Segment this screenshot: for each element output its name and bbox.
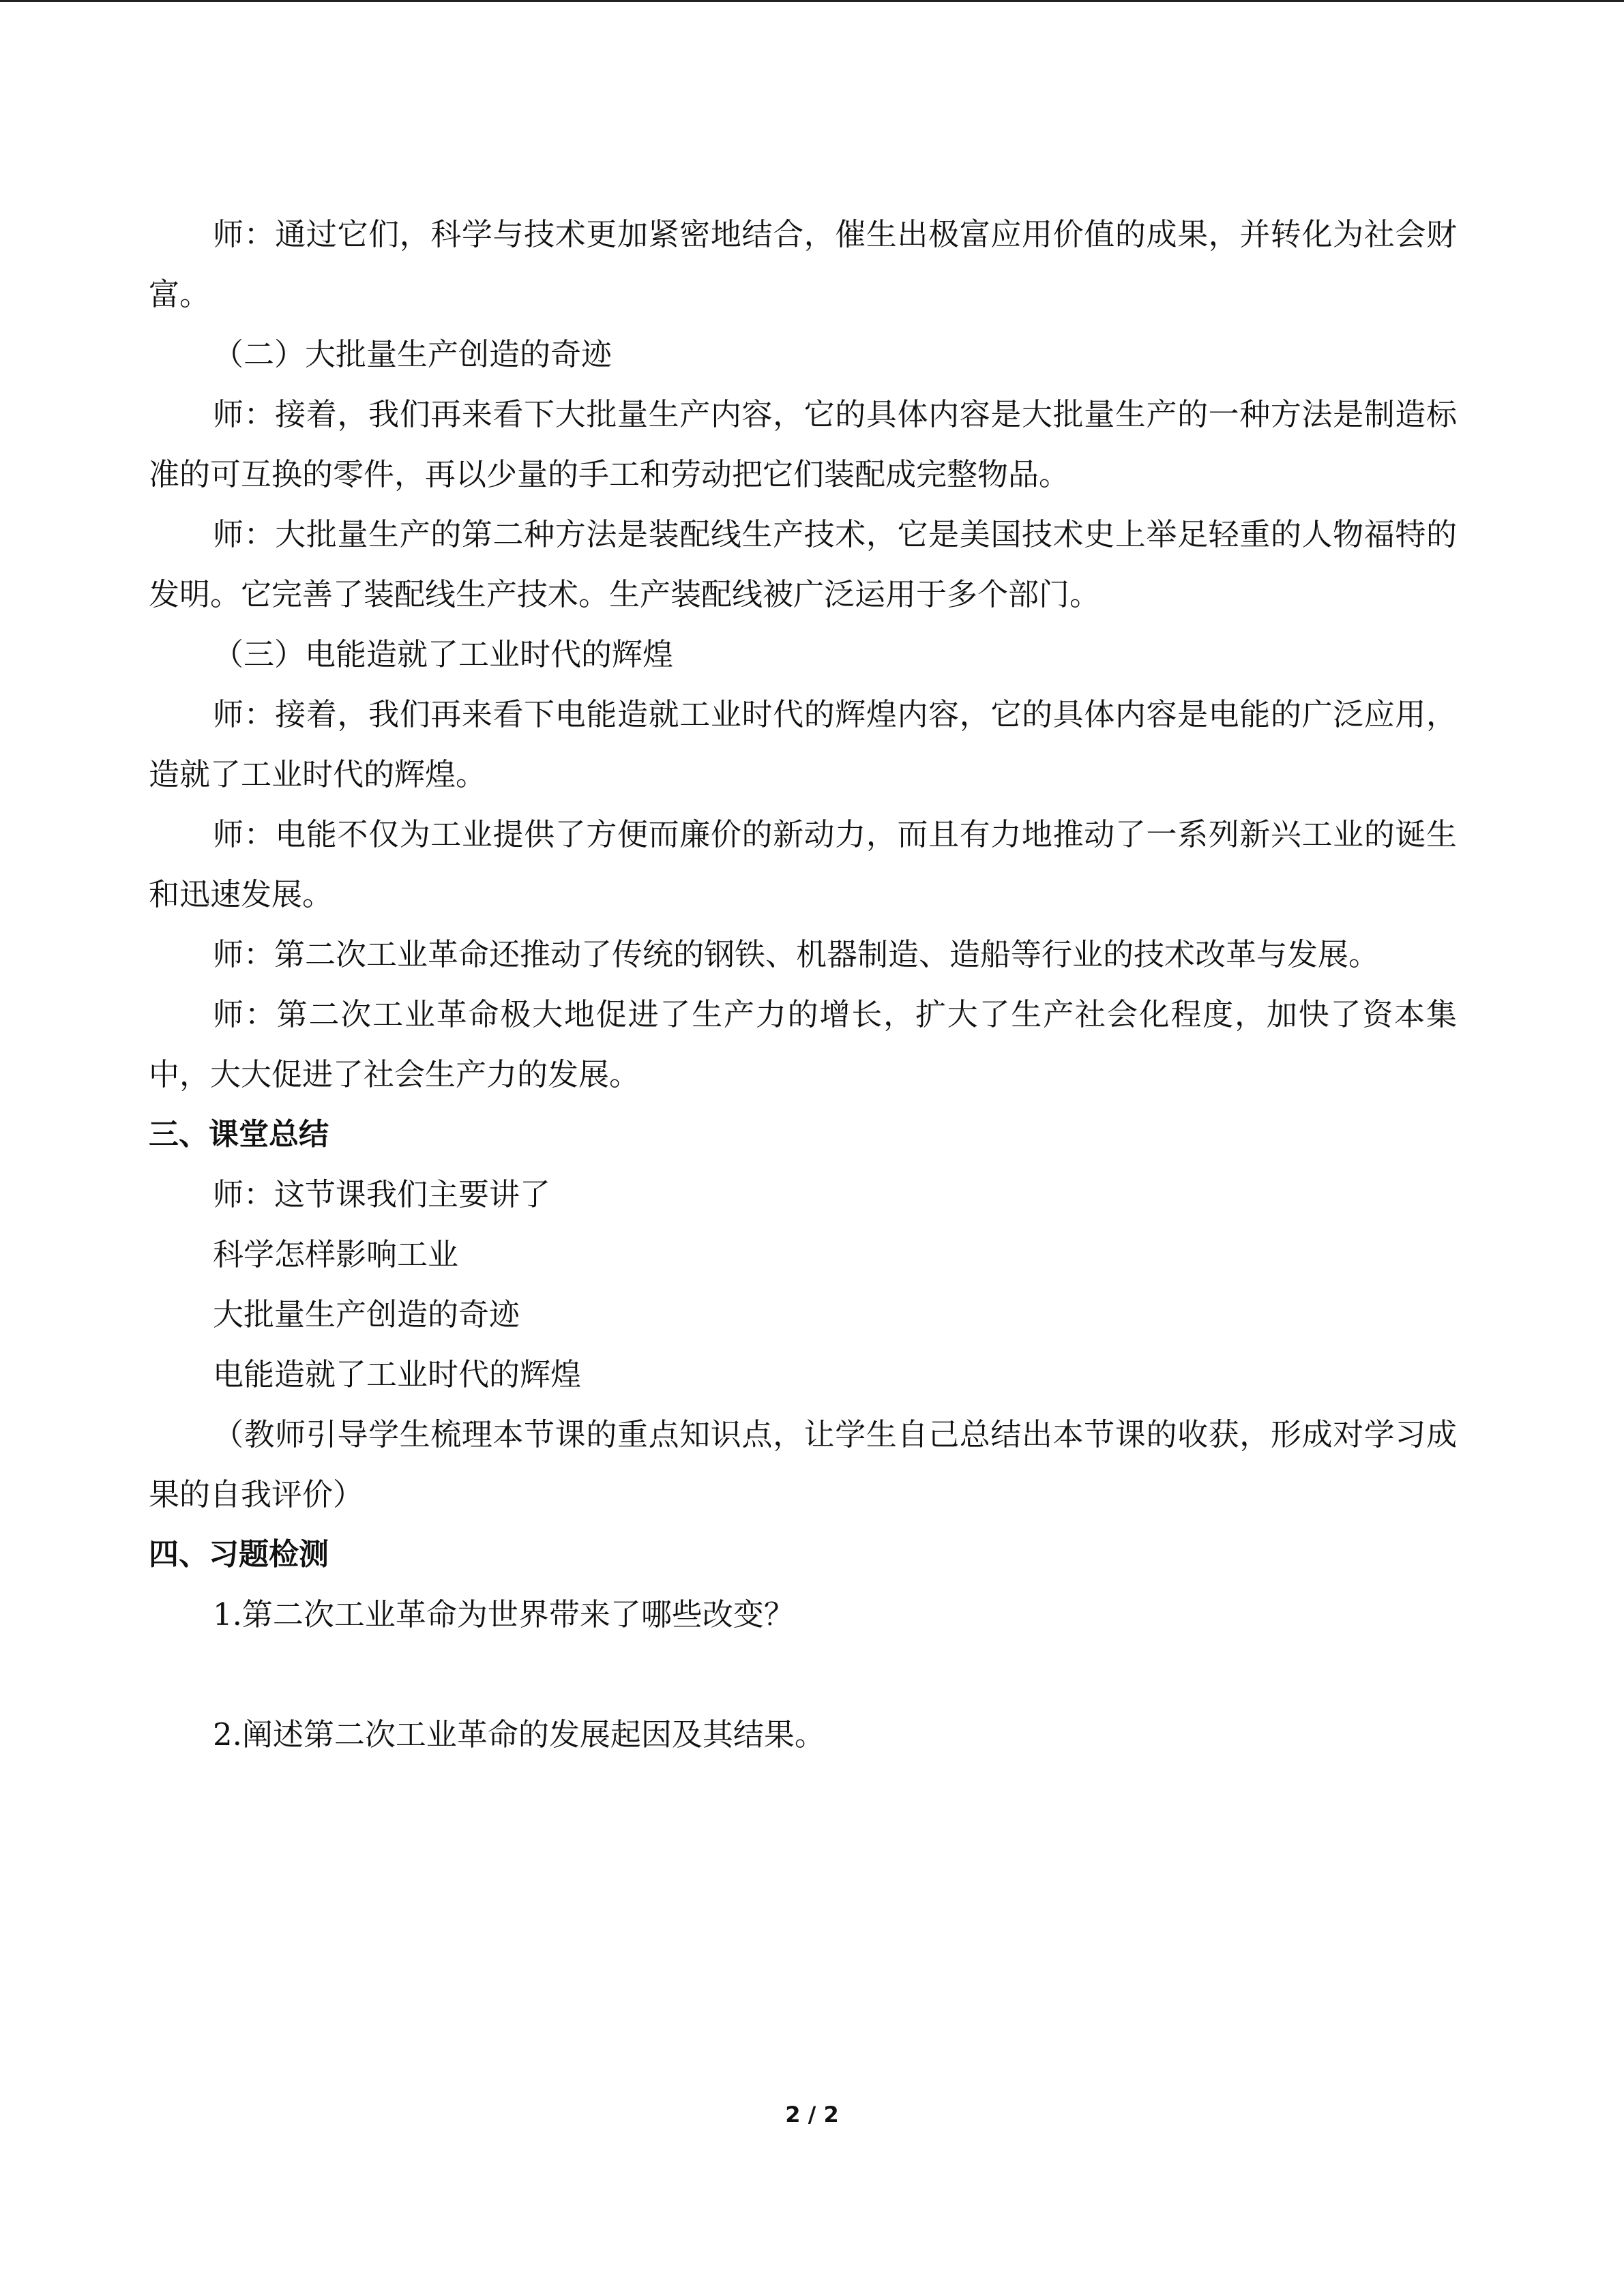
section-heading-summary: 三、课堂总结: [149, 1117, 329, 1152]
paragraph-electric-power-intro: 师：接着，我们再来看下电能造就工业时代的辉煌内容，它的具体内容是电能的广泛应用，造就了工业时代的辉煌。: [149, 696, 1457, 792]
page-top-border: [0, 0, 1624, 2]
subheading-mass-production: （二）大批量生产创造的奇迹: [213, 336, 612, 372]
summary-item: 大批量生产创造的奇迹: [213, 1296, 520, 1332]
paragraph-mass-production-method-one: 师：接着，我们再来看下大批量生产内容，它的具体内容是大批量生产的一种方法是制造标准的可互换的零件，再以少量的手工和劳动把它们装配成完整物品。: [149, 396, 1457, 492]
exercise-question: 1.第二次工业革命为世界带来了哪些改变？: [213, 1596, 795, 1632]
paragraph-mass-production-method-two: 师：大批量生产的第二种方法是装配线生产技术，它是美国技术史上举足轻重的人物福特的发明。它完善了装配线生产技术。生产装配线被广泛运用于多个部门。: [149, 516, 1457, 612]
page-number: 2 / 2: [785, 2102, 839, 2128]
subheading-electric-power: （三）电能造就了工业时代的辉煌: [213, 636, 674, 672]
paragraph-teacher-science-tech: 师：通过它们，科学与技术更加紧密地结合，催生出极富应用价值的成果，并转化为社会财富。: [149, 216, 1457, 312]
summary-note: （教师引导学生梳理本节课的重点知识点，让学生自己总结出本节课的收获，形成对学习成果的自我评价）: [149, 1416, 1457, 1512]
section-heading-exercise: 四、习题检测: [149, 1537, 329, 1572]
summary-item: 科学怎样影响工业: [213, 1236, 459, 1272]
paragraph-productivity-growth: 师：第二次工业革命极大地促进了生产力的增长，扩大了生产社会化程度，加快了资本集中，大大促进了社会生产力的发展。: [149, 996, 1457, 1092]
exercise-question: 2.阐述第二次工业革命的发展起因及其结果。: [213, 1716, 825, 1753]
summary-intro: 师：这节课我们主要讲了: [213, 1176, 551, 1212]
summary-item: 电能造就了工业时代的辉煌: [213, 1356, 582, 1392]
document-body: [149, 205, 1457, 1765]
paragraph-traditional-industries: 师：第二次工业革命还推动了传统的钢铁、机器制造、造船等行业的技术改革与发展。: [213, 936, 1380, 972]
answer-space: [149, 1645, 1457, 1705]
paragraph-electric-power-industry: 师：电能不仅为工业提供了方便而廉价的新动力，而且有力地推动了一系列新兴工业的诞生和迅速发展。: [149, 816, 1457, 912]
